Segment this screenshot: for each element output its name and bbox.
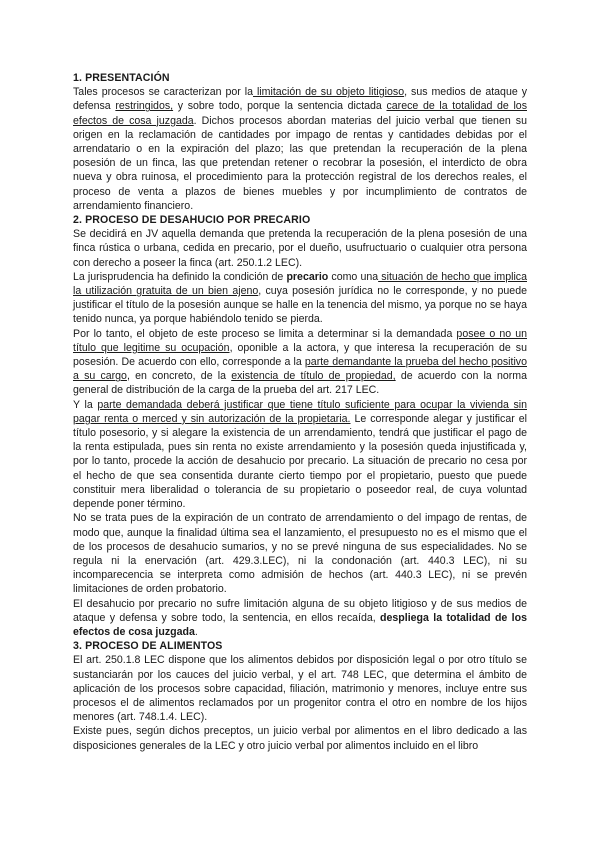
paragraph-precario-3 xyxy=(73,327,527,398)
paragraph-precario-6 xyxy=(73,597,527,640)
underlined-text: parte demandante la prueba del hecho positivo a su cargo xyxy=(73,356,527,383)
underlined-text: situación de hecho que implica la utilización gratuita de un bien ajeno xyxy=(73,270,527,298)
text-run: , oponible a la actora, y que interesa la recuperación de su posesión. De acuerdo con ello, corresponde a la xyxy=(73,341,527,369)
paragraph-presentacion xyxy=(73,85,527,213)
section-heading-precario: 2. PROCESO DE DESAHUCIO POR PRECARIO xyxy=(73,214,311,227)
paragraph-precario-5: No se trata pues de la expiración de un contrato de arrendamiento o del impago de rentas, de modo que, aunque la finalidad última sea el lanzamiento, el presupuesto no es el mismo que el de los procesos de desahucio sumarios, y no se prevé ninguna de sus especialidades. No se regula ni la enervación (art. 429.3.LEC), ni la condonación (art. 440.3 LEC), ni su incomparecencia se interpreta como admisión de hechos (art. 440.3 LEC), ni se prevén limitaciones de orden probatorio. xyxy=(73,512,527,596)
text-run: y sobre todo, porque la sentencia dictada xyxy=(173,100,387,113)
text-run: de acuerdo con la norma general de distribución de la carga de la prueba del art. 217 LEC. xyxy=(73,370,527,397)
text-run: . Dichos procesos abordan materias del juicio verbal que tienen su origen en la reclamación de cantidades por impago de rentas y cantidades debidas por el arrendatario o en la expiración del plazo; las que pretendan la recuperación de la plena posesión de un finca, las que pretendan retener o recobrar la posesión, el interdicto de obra nueva y obra ruinosa, el procedimiento para la protección registral de los derechos reales, el proceso de venta a plazos de bienes muebles y por incumplimiento de contratos de arrendamiento financiero. xyxy=(73,114,527,212)
text-run: , en concreto, de la xyxy=(126,370,232,383)
section-heading-alimentos: 3. PROCESO DE ALIMENTOS xyxy=(73,640,223,653)
text-run: Y la xyxy=(73,398,98,411)
underlined-text: carece de la totalidad de los efectos de cosa juzgada xyxy=(73,100,527,127)
text-run: . xyxy=(194,625,198,638)
paragraph-precario-4 xyxy=(73,398,527,512)
underlined-text: posee o no un título que legitime su ocupación xyxy=(73,327,528,354)
paragraph-alimentos-1: El art. 250.1.8 LEC dispone que los alimentos debidos por disposición legal o por otro título se sustanciarán por los cauces del juicio verbal, y el art. 748 LEC, que determina el ámbito de aplicación de los procesos sobre capacidad, filiación, matrimonio y menores, incluye entre sus procesos el de alimentos reclamados por un progenitor contra el otro en nombre de los hijos menores (art. 748.1.4. LEC). xyxy=(73,654,527,724)
bold-text: precario xyxy=(286,270,329,283)
bold-text: despliega la totalidad de los efectos de cosa juzgada xyxy=(73,611,527,638)
underlined-text: existencia de título de propiedad, xyxy=(231,370,396,383)
paragraph-precario-1: Se decidirá en JV aquella demanda que pretenda la recuperación de la plena posesión de una finca rústica o urbana, cedida en precario, por el dueño, usufructuario o cualquier otra persona con derecho a poseer la finca (art. 250.1.2 LEC). xyxy=(73,228,527,269)
text-run: Por lo tanto, el objeto de este proceso se limita a determinar si la demandada xyxy=(73,327,457,340)
text-run: El desahucio por precario no sufre limitación alguna de su objeto litigioso y de sus medios de ataque y defensa y sobre todo, la sentencia, en ellos recaída, xyxy=(73,597,527,624)
underlined-text: limitación de su objeto litigioso xyxy=(252,86,405,99)
text-run: , sus medios de ataque y defensa xyxy=(73,86,527,113)
paragraph-precario-2 xyxy=(73,270,527,327)
text-run: Tales procesos se caracterizan por la xyxy=(73,86,253,99)
section-heading-presentacion: 1. PRESENTACIÓN xyxy=(73,72,170,84)
text-run: Le corresponde alegar y justificar el título posesorio, y si alegare la existencia de un arrendamiento, tendrá que justificar el pago de la renta estipulada, pues sin renta no existe arrendamiento y la posesión queda injustificada y, por lo tanto, procede la acción de desahucio por precario. La situación de precario no cesa por el hecho de que sea consentida durante cierto tiempo por el propietario, puesto que puede constituir mera liberalidad o tolerancia de su propietario o poseedor real, de cuya voluntad depende poner término. xyxy=(73,412,527,511)
underlined-text: parte demandada deberá justificar que tiene título suficiente para ocupar la vivienda sin pagar renta o merced y sin autorización de la propietaria. xyxy=(73,398,527,425)
text-run: , cuya posesión jurídica no le corresponde, y no puede justificar el título de la posesión aunque se halle en la tenencia del mismo, ya porque no se haya tenido nunca, ya porque habiéndolo tenido se pierda. xyxy=(73,285,527,326)
text-run: como una xyxy=(328,270,379,283)
paragraph-alimentos-2: Existe pues, según dichos preceptos, un juicio verbal por alimentos en el libro dedicado a las disposiciones generales de la LEC y otro juicio verbal por alimentos incluido en el libro xyxy=(73,725,527,752)
text-run: La jurisprudencia ha definido la condición de xyxy=(73,270,287,283)
underlined-text: restringidos, xyxy=(115,100,174,113)
